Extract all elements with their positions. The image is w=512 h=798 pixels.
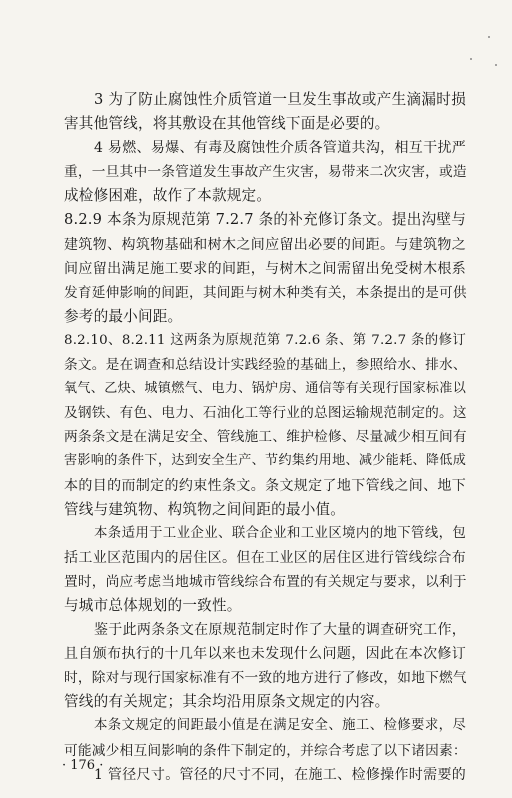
section-8-2-9 [64, 208, 466, 328]
text-line: 管线的有关规定；其余均沿用原条文规定的内容。 [64, 693, 390, 711]
text-line: 建筑物、构筑物基础和树木之间应留出必要的间距。与建筑物之 [64, 236, 466, 253]
paragraph-scope [64, 522, 466, 618]
scan-speck [470, 58, 472, 60]
text-line: 管线与建筑物、构筑物之间间距的最小值。 [64, 500, 346, 518]
text-line: 4 易燃、易爆、有毒及腐蚀性介质各管道共沟，相互干扰严 [94, 140, 466, 157]
text-line: 氧气、乙炔、城镇燃气、电力、锅炉房、通信等有关现行国家标准以 [64, 381, 466, 397]
text-line: 1 管径尺寸。管径的尺寸不同，在施工、检修操作时需要的 [94, 766, 466, 783]
paragraph-item-4 [64, 136, 466, 208]
text-line: 本的目的而制定的约束性条文。条文规定了地下管线之间、地下 [64, 477, 466, 494]
text-line: 害影响的条件下，达到安全生产、节约集约用地、减少能耗、降低成 [64, 453, 466, 469]
paragraph-revision [64, 618, 466, 714]
section-8-2-10-11 [64, 329, 466, 522]
text-line: 时，除对与现行国家标准有不一致的地方进行了修改，如地下燃气 [64, 670, 467, 687]
text-line: 两条条文是在满足安全、管线施工、维护检修、尽量减少相互间有 [64, 429, 467, 446]
text-line: 害其他管线，将其敷设在其他管线下面是必要的。 [64, 115, 390, 133]
page-number: · 176 · [62, 758, 104, 773]
text-line: 发育延伸影响的间距，其间距与树木种类有关，本条提出的是可供 [64, 284, 467, 301]
body-text [64, 88, 466, 787]
text-line: 参考的最小间距。 [64, 307, 183, 325]
text-line: 条文。是在调查和总结设计实践经验的基础上，参照给水、排水、 [64, 357, 467, 374]
text-line: 括工业区范围内的居住区。但在工业区的居住区进行管线综合布 [64, 549, 466, 566]
scan-speck [495, 64, 497, 66]
text-line: 间应留出满足施工要求的间距，与树木之间需留出免受树木根系 [64, 260, 466, 277]
scan-speck [488, 36, 490, 38]
paragraph-item-1 [64, 763, 466, 787]
paragraph-min-spacing [64, 714, 466, 762]
text-line: 及钢铁、有色、电力、石油化工等行业的总图运输规范制定的。这 [64, 405, 467, 422]
text-line: 可能减少相互间影响的条件下制定的，并综合考虑了以下诸因素： [64, 742, 467, 759]
text-line: 成检修困难，故作了本款规定。 [64, 187, 272, 205]
text-line: 3 为了防止腐蚀性介质管道一旦发生事故或产生滴漏时损 [94, 91, 466, 108]
text-line: 本条适用于工业企业、联合企业和工业区境内的地下管线，包 [94, 525, 466, 541]
text-line: 且自颁布执行的十几年以来也未发现什么问题，因此在本次修订 [64, 646, 466, 663]
text-line: 本条文规定的间距最小值是在满足安全、施工、检修要求，尽 [94, 718, 466, 734]
text-line: 鉴于此两条条文在原规范制定时作了大量的调查研究工作， [94, 622, 466, 639]
text-line: 重，一旦其中一条管道发生事故产生灾害，易带来二次灾害，或造 [64, 164, 467, 181]
text-line: 8.2.9 本条为原规范第 7.2.7 条的补充修订条文。提出沟壁与 [64, 211, 466, 229]
text-line: 8.2.10、8.2.11 这两条为原规范第 7.2.6 条、第 7.2.7 条的修订 [64, 332, 466, 348]
text-line: 与城市总体规划的一致性。 [64, 596, 242, 614]
text-line: 置时，尚应考虑当地城市管线综合布置的有关规定与要求，以利于 [64, 573, 467, 590]
paragraph-item-3 [64, 88, 466, 136]
